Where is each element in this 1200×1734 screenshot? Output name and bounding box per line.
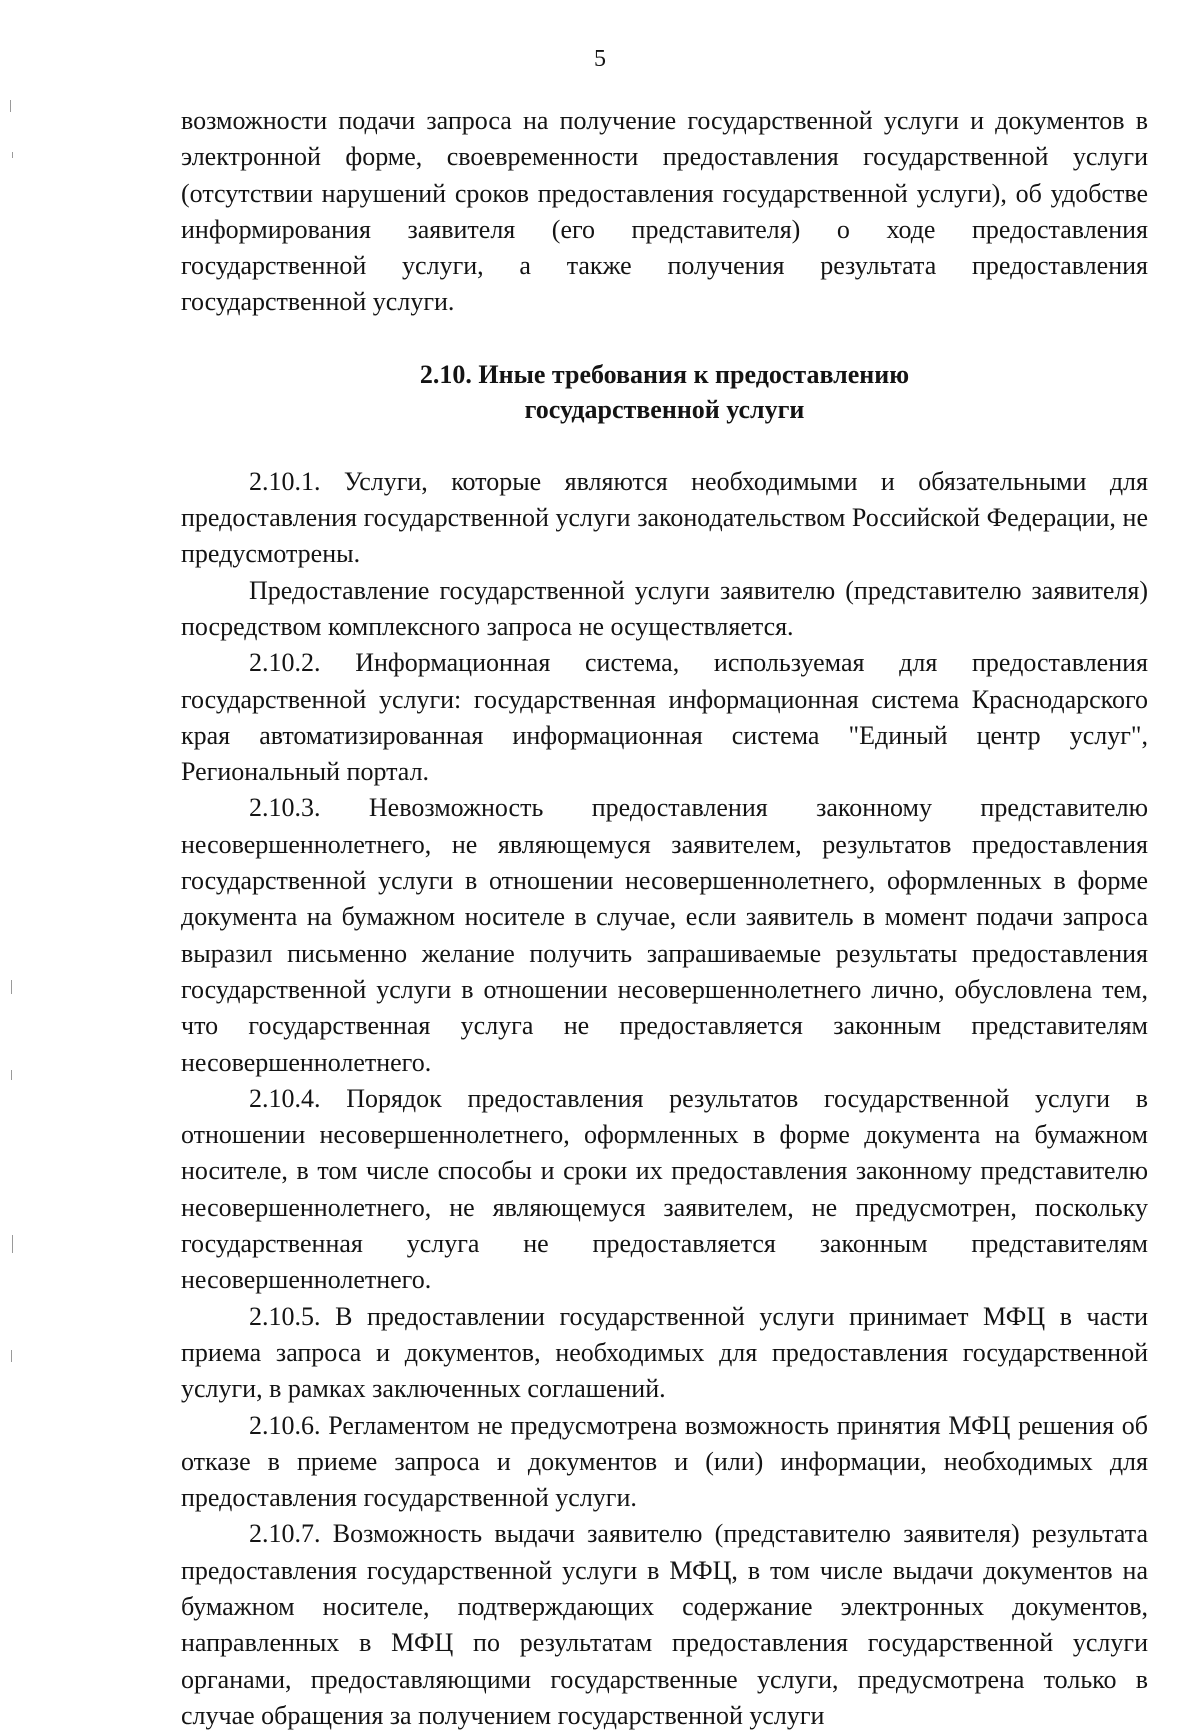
scan-edge-mark [12, 152, 13, 158]
paragraph-2-10-3: 2.10.3. Невозможность предоставления законному представителю несовершеннолетнего, не являющемуся заявителем, результатов предоставления государственной услуги в отношении несовершеннолетнего, оформленных в форме документа на бумажном носителе в случае, если заявитель в момент подачи запроса выразил письменно желание получить запрашиваемые результаты предоставления государственной услуги в отношении несовершеннолетнего лично, обусловлена тем, что государственная услуга не предоставляется законным представителям несовершеннолетнего. [181, 793, 1148, 1077]
paragraph-2-10-4: 2.10.4. Порядок предоставления результатов государственной услуги в отношении несовершеннолетнего, оформленных в форме документа на бумажном носителе, в том числе способы и сроки их предоставления законному представителю несовершеннолетнего, не являющемуся заявителем, не предусмотрен, поскольку государственная услуга не предоставляется законным представителям несовершеннолетнего. [181, 1083, 1148, 1295]
paragraph-2-10-7: 2.10.7. Возможность выдачи заявителю (представителю заявителя) результата предоставления государственной услуги в МФЦ, в том числе выдачи документов на бумажном носителе, подтверждающих содержание электронных документов, направленных в МФЦ по результатам предоставления государственной услуги органами, предоставляющими государственные услуги, предусмотрена только в случае обращения за получением государственной услуги [181, 1519, 1148, 1730]
page-number: 5 [594, 46, 606, 72]
paragraph-complex-request: Предоставление государственной услуги заявителю (представителю заявителя) посредством комплексного запроса не осуществляется. [181, 575, 1148, 641]
paragraph-2-10-5: 2.10.5. В предоставлении государственной услуги принимает МФЦ в части приема запроса и документов, необходимых для предоставления государственной услуги, в рамках заключенных соглашений. [181, 1301, 1148, 1404]
scan-edge-mark [11, 1070, 12, 1080]
section-heading-line-2: государственной услуги [524, 394, 805, 424]
section-heading-line-1: 2.10. Иные требования к предоставлению [419, 359, 910, 389]
paragraph-2-10-1: 2.10.1. Услуги, которые являются необходимыми и обязательными для предоставления государственной услуги законодательством Российской Федерации, не предусмотрены. [181, 466, 1148, 569]
paragraph-2-10-6: 2.10.6. Регламентом не предусмотрена возможность принятия МФЦ решения об отказе в приеме запроса и документов и (или) информации, необходимых для предоставления государственной услуги. [181, 1410, 1148, 1513]
section-heading [181, 357, 1148, 427]
scan-edge-mark [12, 1235, 13, 1253]
paragraph-continuation: возможности подачи запроса на получение государственной услуги и документов в электронной форме, своевременности предоставления государственной услуги (отсутствии нарушений сроков предоставления государственной услуги), об удобстве информирования заявителя (его представителя) о ходе предоставления государственной услуги, а также получения результата предоставления государственной услуги. [181, 106, 1148, 317]
scan-edge-mark [11, 980, 12, 994]
scan-edge-mark [10, 100, 11, 112]
document-body [181, 103, 1148, 1734]
scan-edge-mark [11, 1350, 12, 1362]
paragraph-2-10-2: 2.10.2. Информационная система, используемая для предоставления государственной услуги: государственная информационная система Краснодарского края автоматизированная информационная система "Единый центр услуг", Региональный портал. [181, 648, 1148, 787]
